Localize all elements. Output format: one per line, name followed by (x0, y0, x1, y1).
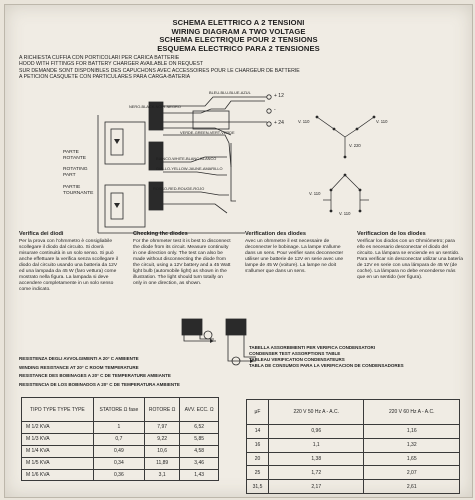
table-header-row (22, 398, 219, 422)
cell: M 1/2 KVA (22, 422, 94, 434)
cell: 1,16 (364, 425, 460, 439)
cell: 0,36 (93, 469, 144, 481)
cell: M 1/3 KVA (22, 433, 94, 445)
label-wire-black: NERO-BLACK-NOIR-NEGRO (129, 104, 181, 109)
intro-en: HOOD WITH FITTINGS FOR BATTERY CHARGER AVAILABLE ON REQUEST (19, 61, 203, 68)
wire-yellow (163, 172, 227, 175)
rotor-label: ROTATING (63, 167, 88, 173)
col-header: TIPO TYPE TYPE TYPE (22, 398, 94, 422)
col-header: μF (247, 400, 269, 425)
rotor-label: PARTE (63, 150, 79, 155)
terminal-label-12: + 12 (274, 93, 284, 99)
cell: 6,52 (180, 422, 219, 434)
cell: 1,65 (364, 452, 460, 466)
resistance-titles (19, 355, 180, 389)
terminal-label-minus: - (274, 107, 276, 113)
table-row (247, 438, 460, 452)
cell: 31,5 (247, 480, 269, 494)
lamp-icon (204, 331, 212, 339)
col-italian (19, 231, 123, 293)
col-text: Avec un ohmmetre il est necessaire de deconnecter le bobinage. La lampe s'allume dans un sens. Pour verifier sans deconnecter utiliser une batterie de 12V en serie avec une lampe de 45 W (voiture). La lampe ne doit s'allumer que dans un sens. (245, 238, 344, 274)
cell: 1,72 (269, 466, 364, 480)
cell: 3,1 (144, 469, 179, 481)
title-it: SCHEMA ELETTRICO A 2 TENSIONI (172, 18, 305, 27)
intro-es: A PETICION CASQUETE CON PARTICULARES PARA CARGA-BATERIA (19, 74, 191, 81)
label-wire-red: ROSSO-RED-ROUGE-ROJO (153, 186, 205, 191)
battery-icon (182, 319, 202, 335)
col-text: Per la prova con l'ohmmetro è consigliabile scollegare il diodo dal circuito. Si dovrà misurare continuità in un solo senso. Si può anche effettuare la verifica senza scollegare il diodo dal circuito usando una batteria da 12V ed una lampada da 45 W (faro vettura) come mostrato nella figura. La lampada si deve accendere completamente in un solo senso come indicato. (19, 238, 118, 292)
terminal-12 (267, 95, 271, 99)
title-en: WIRING DIAGRAM A TWO VOLTAGE (171, 26, 306, 36)
wiring-diagram (5, 5, 472, 235)
cell: 14 (247, 425, 269, 439)
switch-voltage-bottom: V. 110 (339, 211, 351, 216)
col-header: ROTORE Ω (144, 398, 179, 422)
label-wire-green: VERDE-GREEN-VERT-VERDE (180, 130, 235, 135)
table-row (247, 452, 460, 466)
wiring-sheet (4, 4, 473, 498)
table-row (22, 445, 219, 457)
table-row (22, 433, 219, 445)
cell: 25 (247, 466, 269, 480)
table-row (247, 466, 460, 480)
terminal-24 (267, 122, 271, 126)
cond-title: CONDENSER TEST ASSORPTIONS TABLE (249, 351, 341, 357)
label-wire-blue: BLEU-BLU-BLUE-AZUL (209, 90, 251, 95)
cell: 11,89 (144, 457, 179, 469)
cell: M 1/5 KVA (22, 457, 94, 469)
col-french (245, 231, 347, 275)
cell: 1 (93, 422, 144, 434)
cell: 9,22 (144, 433, 179, 445)
table-header-row (247, 400, 460, 425)
title-fr: SCHEMA ELECTRIQUE POUR 2 TENSIONS (159, 35, 318, 45)
cell: 2,61 (364, 480, 460, 494)
cell: 1,43 (180, 469, 219, 481)
cell: 5,85 (180, 433, 219, 445)
terminal-label-24: + 24 (274, 120, 284, 126)
col-text: For the ohmmeter test it is best to disconnect the diode from its circuit. Measure continuity in one direction only. The test can also be made without disconnecting the diode from the circuit, using a 12V battery and a 45 Watt light bulb (automobile light) as shown in the illustration. The light should turn totally on only in one direction, as shown. (133, 238, 231, 286)
rotor-label: PART (63, 173, 76, 179)
label-wire-white: BIANCO-WHITE-BLANC-BLANCO (156, 156, 217, 161)
res-title: WINDING RESISTANCE AT 20° C ROOM TEMPERATURE (19, 364, 139, 370)
col-title: Verification des diodes (245, 231, 306, 237)
cell: M 1/4 KVA (22, 445, 94, 457)
col-text: Verificar los diodos con un Ohmiómetro; para ello es necesario desconectar el diodo del circuito. La lámpara se enciende en un sentido. Para verificar sin desconectar utilizar una batería de 12V en serie con una lámpara de 45 W (de coche). La lámpara no debe encenderse más que en un sentido (ver figura). (357, 238, 464, 280)
table-row (22, 422, 219, 434)
table-row (22, 469, 219, 481)
cell: 16 (247, 438, 269, 452)
switch-voltage-220: V. 220 (349, 143, 361, 148)
cell: 20 (247, 452, 269, 466)
title-es: ESQUEMA ELECTRICO PARA 2 TENSIONES (157, 43, 320, 53)
cond-title: TABLEAU VERIFICATION CONDENSATEURS (249, 357, 345, 363)
switch-voltage-left: V. 110 (298, 119, 310, 124)
wire-red (163, 192, 229, 195)
switch-voltage-right: V. 110 (376, 119, 388, 124)
battery-icon-2 (226, 319, 246, 335)
cond-title: TABELLA ASSORBIMENTI PER VERIFICA CONDENSATORI (249, 345, 376, 350)
rotor-label: PARTIE (63, 184, 81, 190)
rotor-labels (63, 150, 93, 196)
terminal-minus (267, 109, 271, 113)
cell: 0,49 (93, 445, 144, 457)
label-wire-yellow: GIALLO-YELLOW-JAUNE-AMARILLO (156, 166, 223, 171)
rotor-label: ROTANTE (63, 155, 87, 161)
res-title: RESISTENCIA DE LOS BOBINADOS A 20° C DE TEMPERATURA AMBIENTE (19, 381, 180, 387)
condenser-titles (249, 345, 459, 369)
wire-vertical (231, 143, 236, 201)
col-title: Checking the diodes (133, 231, 188, 237)
col-title: Verifica dei diodi (19, 231, 64, 237)
wire-bottom (163, 204, 227, 213)
cell: 0,7 (93, 433, 144, 445)
res-title: RESISTANCE DES BOBINAGES A 20° C DE TEMPERATURE AMBIANTE (19, 373, 171, 379)
resistance-table (21, 397, 219, 481)
intro-fr: SUR DEMANDE SONT DISPONIBLES DES CAPUCHONS AVEC ACCESSOIRES POUR LE CHARGEUR DE BATTERIE (19, 67, 300, 74)
table-row (247, 425, 460, 439)
table-row (247, 480, 460, 494)
cell: 10,6 (144, 445, 179, 457)
cell: 3,46 (180, 457, 219, 469)
col-title: Verificacion de los diodes (357, 231, 426, 237)
condenser-table (246, 399, 460, 494)
switch-voltage-bl: V. 110 (309, 191, 321, 196)
col-header: STATORE Ω fase (93, 398, 144, 422)
col-header: AVV. ECC. Ω (180, 398, 219, 422)
cell: M 1/6 KVA (22, 469, 94, 481)
col-spanish (357, 231, 463, 281)
rotor-label: TOURNANTE (63, 190, 94, 196)
cell: 1,32 (364, 438, 460, 452)
cell: 1,1 (269, 438, 364, 452)
res-title: RESISTENZA DEGLI AVVOLGIMENTI A 20° C AMBIENTE (19, 356, 139, 361)
cell: 2,17 (269, 480, 364, 494)
cell: 4,58 (180, 445, 219, 457)
cond-title: TABLA DE CONSUMOS PARA LA VERIFICACION DE CONDENSADORES (249, 363, 404, 369)
cell: 2,07 (364, 466, 460, 480)
intro-it: A RICHIESTA CUFFIA CON PORTICOLARI PER CARICA BATTERIE (19, 55, 180, 61)
cell: 0,34 (93, 457, 144, 469)
cell: 0,96 (269, 425, 364, 439)
cell: 7,97 (144, 422, 179, 434)
col-header: 220 V 50 Hz A - A.C. (269, 400, 364, 425)
rectifier-box (193, 111, 229, 129)
table-row (22, 457, 219, 469)
cell: 1,38 (269, 452, 364, 466)
col-english (133, 231, 233, 287)
diode-test-sketches (180, 317, 260, 369)
col-header: 220 V 60 Hz A - A.C. (364, 400, 460, 425)
